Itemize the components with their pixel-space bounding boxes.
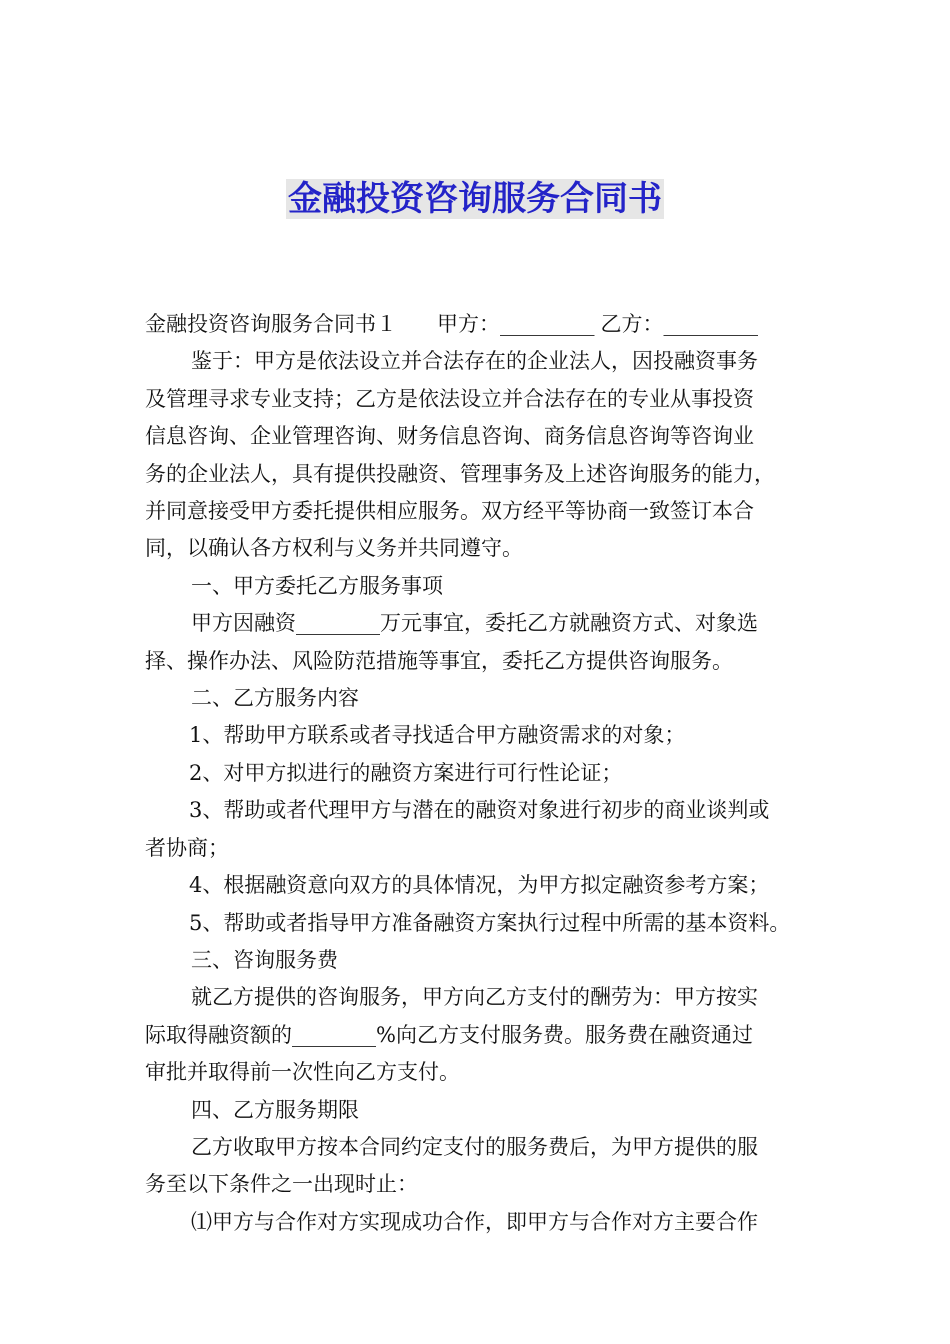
preamble-line-2: 及管理寻求专业支持；乙方是依法设立并合法存在的专业从事投资 [145, 386, 754, 411]
service-item-1: 1、帮助甲方联系或者寻找适合甲方融资需求的对象； [189, 723, 686, 748]
service-item-5: 5、帮助或者指导甲方准备融资方案执行过程中所需的基本资料。 [189, 910, 791, 935]
document-reference: 金融投资咨询服务合同书１ [145, 312, 397, 336]
section-3-line-3: 审批并取得前一次性向乙方支付。 [145, 1060, 460, 1085]
document-title-text: 金融投资咨询服务合同书 [288, 179, 662, 219]
contract-header-line [145, 306, 810, 343]
service-item-3-cont: 者协商； [145, 835, 229, 860]
preamble-line-3: 信息咨询、企业管理咨询、财务信息咨询、商务信息咨询等咨询业 [145, 424, 754, 449]
party-b-field: 乙方：_________ [600, 312, 758, 336]
party-a-field: 甲方：_________ [437, 312, 595, 336]
preamble-line-4: 务的企业法人，具有提供投融资、管理事务及上述咨询服务的能力， [145, 461, 775, 486]
service-item-3: 3、帮助或者代理甲方与潜在的融资对象进行初步的商业谈判或 [189, 798, 770, 823]
service-item-2: 2、对甲方拟进行的融资方案进行可行性论证； [189, 760, 623, 785]
section-heading-4: 四、乙方服务期限 [191, 1097, 359, 1122]
section-4-condition-1: ⑴甲方与合作对方实现成功合作，即甲方与合作对方主要合作 [191, 1209, 758, 1234]
preamble-line-6: 同，以确认各方权利与义务并共同遵守。 [145, 536, 523, 561]
document-body [145, 306, 810, 1241]
section-1-line-1: 甲方因融资________万元事宜，委托乙方就融资方式、对象选 [191, 611, 758, 636]
section-4-line-1: 乙方收取甲方按本合同约定支付的服务费后，为甲方提供的服 [191, 1134, 758, 1159]
section-4-line-2: 务至以下条件之一出现时止： [145, 1172, 418, 1197]
section-heading-2: 二、乙方服务内容 [191, 686, 359, 711]
section-1-line-2: 择、操作办法、风险防范措施等事宜，委托乙方提供咨询服务。 [145, 648, 733, 673]
preamble-line-5: 并同意接受甲方委托提供相应服务。双方经平等协商一致签订本合 [145, 499, 754, 524]
section-heading-3: 三、咨询服务费 [191, 947, 338, 972]
section-3-line-2: 际取得融资额的________%向乙方支付服务费。服务费在融资通过 [145, 1022, 753, 1047]
section-heading-1: 一、甲方委托乙方服务事项 [191, 573, 443, 598]
preamble-line-1: 鉴于：甲方是依法设立并合法存在的企业法人，因投融资事务 [191, 349, 758, 374]
section-3-line-1: 就乙方提供的咨询服务，甲方向乙方支付的酬劳为：甲方按实 [191, 985, 758, 1010]
service-item-4: 4、根据融资意向双方的具体情况，为甲方拟定融资参考方案； [189, 873, 770, 898]
document-title [0, 176, 950, 222]
